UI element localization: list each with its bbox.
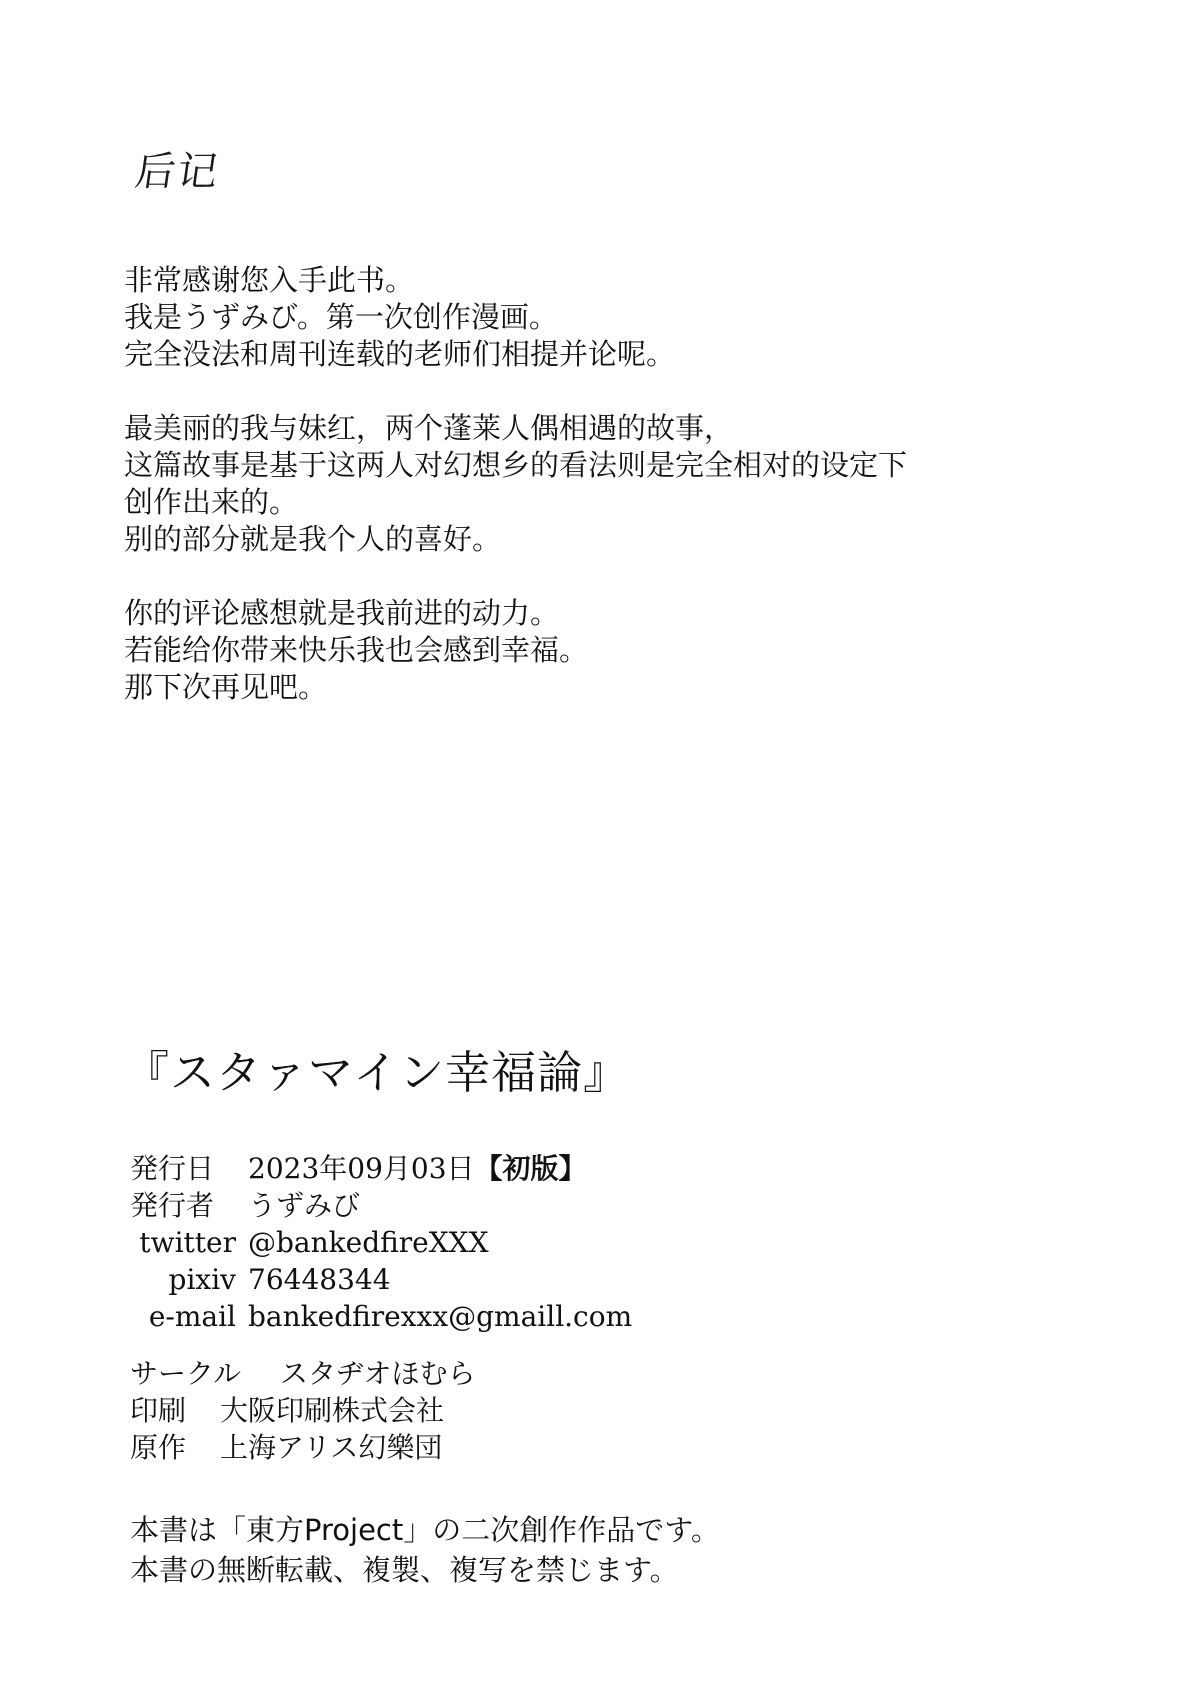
- email-row: [130, 1298, 632, 1335]
- afterword-body: [124, 262, 1124, 743]
- book-title: 『スタァマイン幸福論』: [124, 1046, 630, 1099]
- issue-date-label: 発行日: [130, 1152, 215, 1185]
- publisher-label: 発行者: [130, 1189, 215, 1222]
- afterword-line: 那下次再见吧。: [124, 670, 328, 704]
- printer-label: 印刷: [130, 1394, 187, 1427]
- issue-date: 2023年09月03日: [248, 1152, 475, 1185]
- circle-name: スタヂオほむら: [280, 1357, 476, 1390]
- afterword-paragraph-3: [124, 595, 1124, 706]
- email-address: bankedfirexxx@gmaill.com: [248, 1300, 633, 1333]
- afterword-line: 最美丽的我与妹红，两个蓬莱人偶相遇的故事，: [124, 411, 734, 445]
- afterword-line: 我是うずみび。第一次创作漫画。: [124, 300, 558, 334]
- afterword-line: 别的部分就是我个人的喜好。: [124, 522, 502, 556]
- notice-line: 本書は「東方Project」の二次創作作品です。: [130, 1513, 720, 1547]
- notice-line: 本書の無断転載、複製、複写を禁じます。: [130, 1553, 679, 1587]
- afterword-line: 非常感谢您入手此书。: [124, 263, 415, 297]
- original-label: 原作: [130, 1431, 187, 1464]
- circle-label: サークル: [130, 1357, 242, 1390]
- twitter-row: [130, 1224, 632, 1261]
- edition-badge: 【初版】: [474, 1152, 587, 1185]
- pixiv-label: pixiv: [168, 1263, 236, 1296]
- twitter-label: twitter: [139, 1226, 236, 1259]
- original-work: 上海アリス幻樂団: [220, 1431, 443, 1464]
- pixiv-row: [130, 1261, 632, 1298]
- circle-row: [130, 1355, 632, 1392]
- issue-date-row: [130, 1150, 632, 1187]
- original-row: [130, 1429, 632, 1466]
- printer-row: [130, 1392, 632, 1429]
- pixiv-id: 76448344: [248, 1263, 391, 1296]
- afterword-paragraph-1: [124, 262, 1124, 373]
- publisher-row: [130, 1187, 632, 1224]
- printer-name: 大阪印刷株式会社: [220, 1394, 445, 1427]
- spacer: [130, 1335, 632, 1355]
- publisher-name: うずみび: [248, 1189, 361, 1222]
- afterword-line: 这篇故事是基于这两人对幻想乡的看法则是完全相对的设定下: [124, 448, 908, 482]
- afterword-line: 若能给你带来快乐我也会感到幸福。: [124, 633, 589, 667]
- afterword-paragraph-2: [124, 410, 1124, 558]
- email-label: e-mail: [148, 1300, 236, 1333]
- afterword-line: 完全没法和周刊连载的老师们相提并论呢。: [124, 337, 676, 371]
- afterword-line: 创作出来的。: [124, 485, 299, 519]
- afterword-heading: 后记: [132, 149, 223, 195]
- afterword-line: 你的评论感想就是我前进的动力。: [124, 596, 560, 630]
- colophon-details: [130, 1150, 632, 1466]
- twitter-handle: @bankedfireXXX: [248, 1226, 489, 1259]
- copyright-notice: [130, 1510, 720, 1590]
